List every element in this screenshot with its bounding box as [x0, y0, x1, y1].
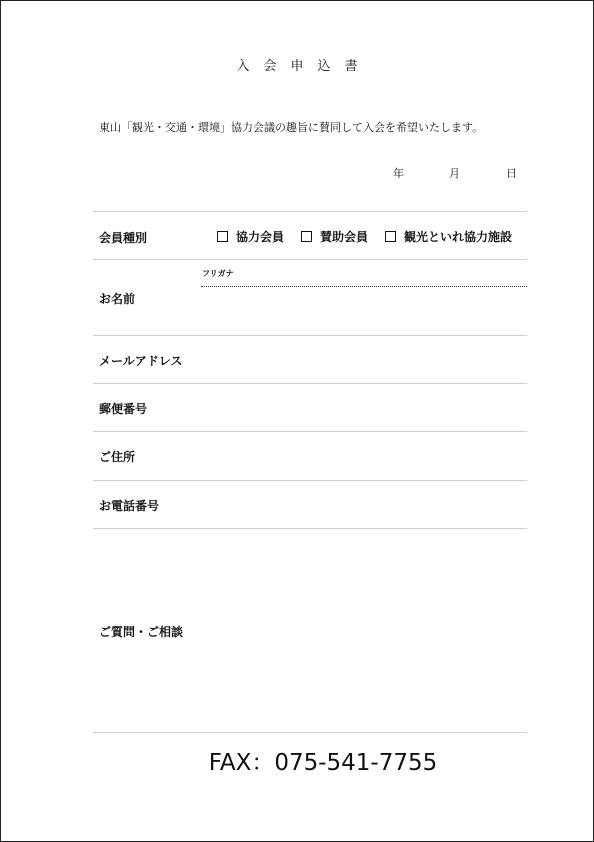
divider — [93, 211, 527, 212]
divider — [93, 480, 527, 481]
divider — [93, 335, 527, 336]
checkbox-icon[interactable] — [385, 231, 396, 242]
divider — [93, 528, 527, 529]
option-label: 賛助会員 — [320, 230, 369, 244]
date-day-label: 日 — [506, 167, 517, 180]
member-type-label: 会員種別 — [99, 231, 148, 245]
date-year-label: 年 — [393, 167, 404, 180]
postal-code-label: 郵便番号 — [99, 402, 148, 416]
checkbox-icon[interactable] — [217, 231, 228, 242]
intro-text: 東山「観光・交通・環境」協力会議の趣旨に賛同して入会を希望いたします。 — [99, 121, 484, 134]
form-title: 入会申込書 — [236, 59, 372, 74]
phone-label: お電話番号 — [99, 499, 160, 513]
member-type-options — [217, 228, 512, 245]
option-cooperating-member[interactable] — [217, 228, 284, 245]
date-month-label: 月 — [449, 167, 460, 180]
fax-number: FAX：075-541-7755 — [208, 750, 438, 776]
address-label: ご住所 — [99, 450, 136, 464]
email-label: メールアドレス — [99, 354, 183, 368]
divider — [93, 259, 527, 260]
option-label: 観光といれ協力施設 — [404, 230, 513, 244]
furigana-field[interactable] — [201, 286, 527, 287]
checkbox-icon[interactable] — [301, 231, 312, 242]
furigana-label: フリガナ — [202, 269, 234, 278]
option-toilet-facility[interactable] — [385, 228, 512, 245]
option-supporting-member[interactable] — [301, 228, 368, 245]
question-label: ご質問・ご相談 — [99, 625, 184, 639]
name-label: お名前 — [99, 292, 136, 306]
divider — [93, 732, 527, 733]
divider — [93, 383, 527, 384]
option-label: 協力会員 — [236, 230, 285, 244]
divider — [93, 431, 527, 432]
